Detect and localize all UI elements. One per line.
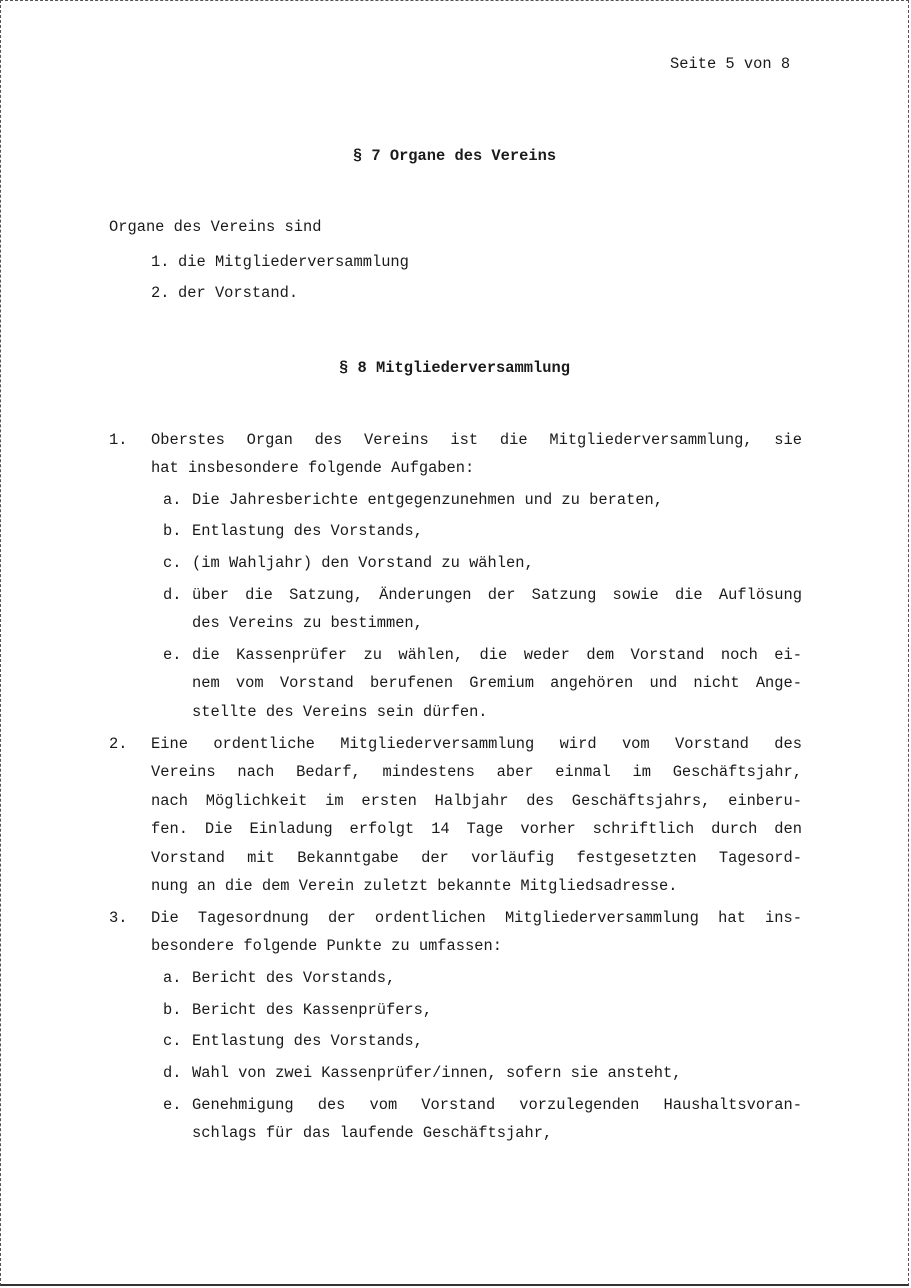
paragraph-line: hat insbesondere folgende Aufgaben: [151, 459, 475, 477]
paragraph-line: Oberstes Organ des Vereins ist die Mitgliederversammlung, sie [151, 431, 802, 449]
sub-item-letter: e. [163, 1096, 182, 1114]
paragraph-line: Die Tagesordnung der ordentlichen Mitgliederversammlung hat ins- [151, 909, 802, 927]
paragraph-line: besondere folgende Punkte zu umfassen: [151, 937, 502, 955]
paragraph-line: fen. Die Einladung erfolgt 14 Tage vorher schriftlich durch den [151, 820, 802, 838]
paragraph-line: nung an die dem Verein zuletzt bekannte Mitgliedsadresse. [151, 877, 678, 895]
sub-item-line: die Kassenprüfer zu wählen, die weder dem Vorstand noch ei- [192, 646, 802, 664]
paragraph-line: nach Möglichkeit im ersten Halbjahr des Geschäftsjahrs, einberu- [151, 792, 802, 810]
sub-item-line: schlags für das laufende Geschäftsjahr, [192, 1124, 553, 1142]
sub-item-letter: b. [163, 1001, 182, 1019]
sub-item-line: Wahl von zwei Kassenprüfer/innen, sofern sie ansteht, [192, 1064, 682, 1082]
list-item: der Vorstand. [178, 284, 299, 302]
sub-item-line: Entlastung des Vorstands, [192, 1032, 423, 1050]
paragraph-number: 1. [109, 431, 128, 449]
paragraph-line: Vereins nach Bedarf, mindestens aber einmal im Geschäftsjahr, [151, 763, 802, 781]
list-number: 2. [151, 284, 170, 302]
sub-item-line: über die Satzung, Änderungen der Satzung sowie die Auflösung [192, 586, 802, 604]
sub-item-letter: b. [163, 522, 182, 540]
sub-item-line: Bericht des Kassenprüfers, [192, 1001, 433, 1019]
page-number: Seite 5 von 8 [670, 55, 791, 73]
sub-item-letter: a. [163, 969, 182, 987]
sub-item-line: stellte des Vereins sein dürfen. [192, 703, 488, 721]
sub-item-line: Bericht des Vorstands, [192, 969, 396, 987]
section-7-intro: Organe des Vereins sind [109, 218, 322, 236]
sub-item-line: des Vereins zu bestimmen, [192, 614, 423, 632]
paragraph-line: Vorstand mit Bekanntgabe der vorläufig festgesetzten Tagesord- [151, 849, 802, 867]
sub-item-line: (im Wahljahr) den Vorstand zu wählen, [192, 554, 534, 572]
sub-item-line: Genehmigung des vom Vorstand vorzulegenden Haushaltsvoran- [192, 1096, 802, 1114]
sub-item-letter: d. [163, 1064, 182, 1082]
section-8-heading: § 8 Mitgliederversammlung [339, 359, 570, 377]
sub-item-line: nem vom Vorstand berufenen Gremium angehören und nicht Ange- [192, 674, 802, 692]
sub-item-letter: c. [163, 554, 182, 572]
list-number: 1. [151, 253, 170, 271]
paragraph-number: 3. [109, 909, 128, 927]
paragraph-number: 2. [109, 735, 128, 753]
sub-item-letter: c. [163, 1032, 182, 1050]
list-item: die Mitgliederversammlung [178, 253, 409, 271]
sub-item-letter: a. [163, 491, 182, 509]
sub-item-line: Die Jahresberichte entgegenzunehmen und zu beraten, [192, 491, 664, 509]
sub-item-line: Entlastung des Vorstands, [192, 522, 423, 540]
paragraph-line: Eine ordentliche Mitgliederversammlung wird vom Vorstand des [151, 735, 802, 753]
section-7-heading: § 7 Organe des Vereins [352, 147, 557, 165]
sub-item-letter: d. [163, 586, 182, 604]
sub-item-letter: e. [163, 646, 182, 664]
